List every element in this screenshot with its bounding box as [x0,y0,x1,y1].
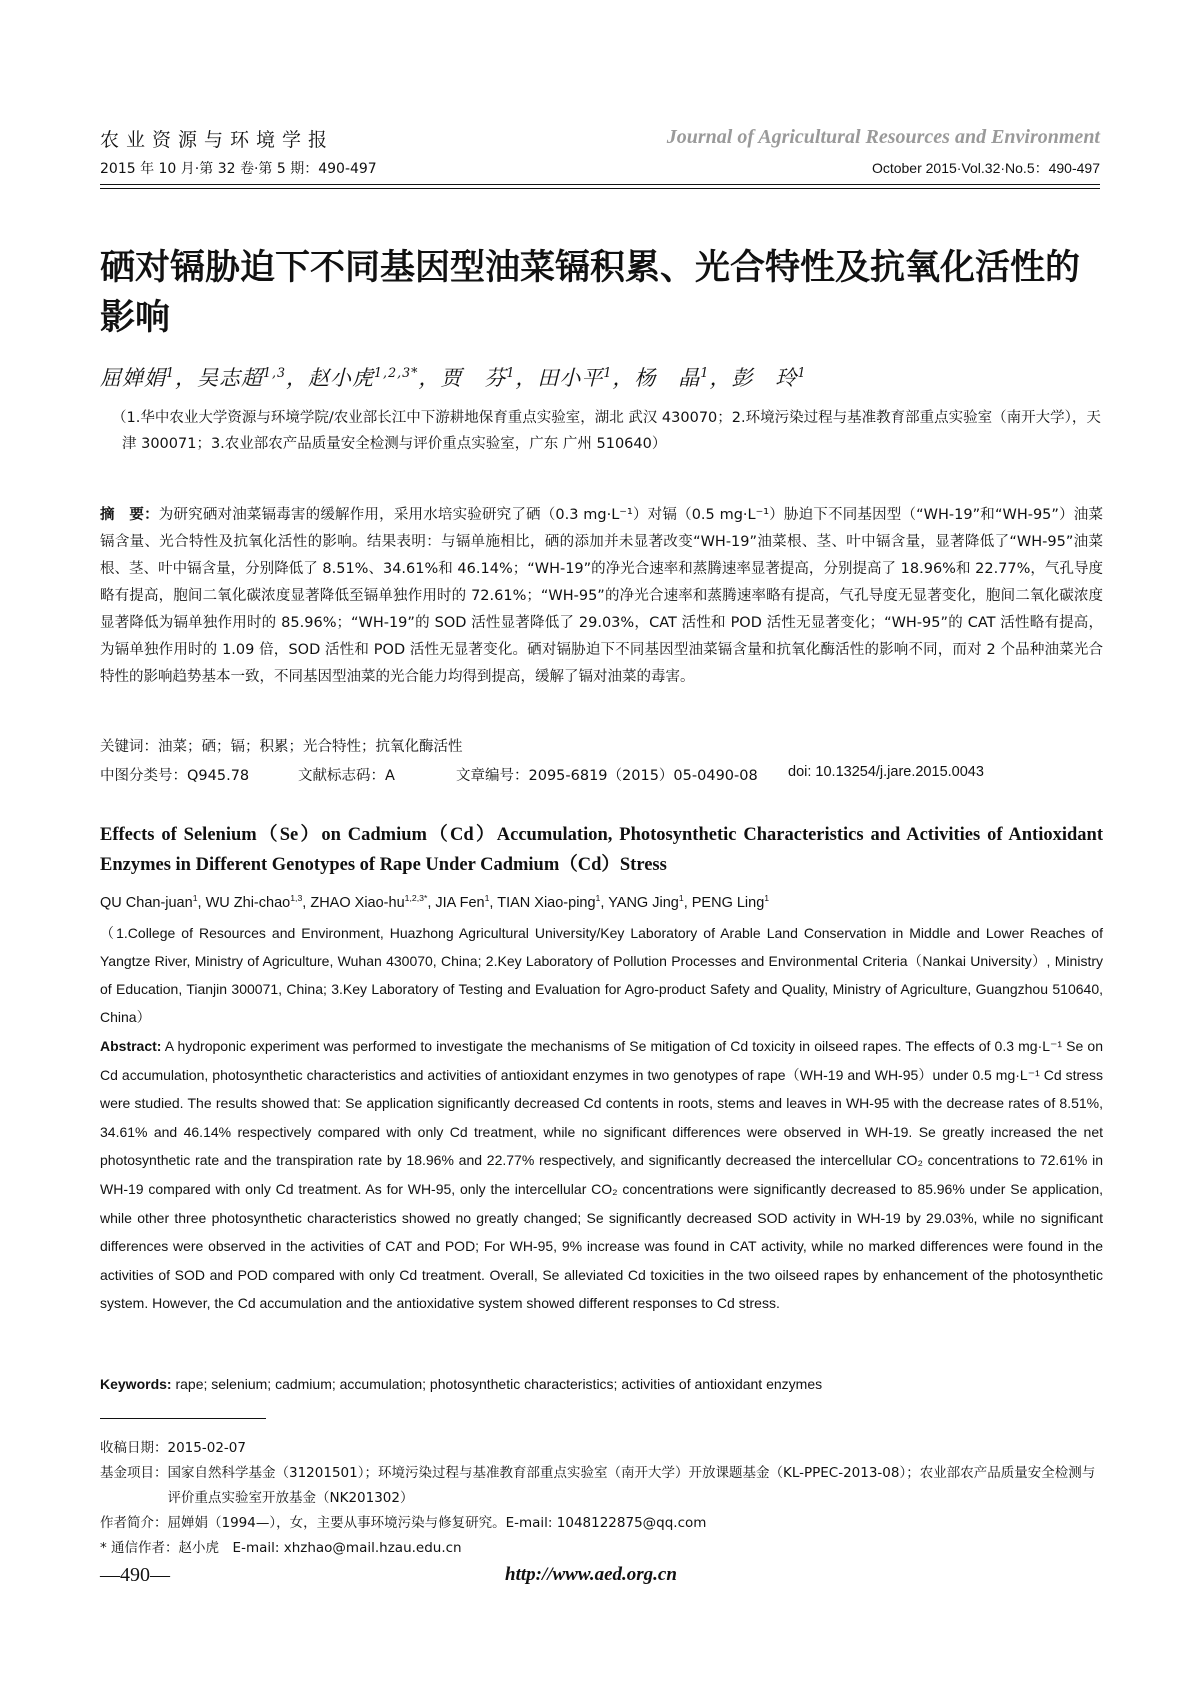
abstract-en-label: Abstract: [100,1038,162,1054]
document-code: 文献标志码：A [298,768,395,784]
footnote-corresponding [100,1536,1103,1561]
author: WU Zhi-chao$^{1,3}$ [205,893,303,911]
footnote-value: 赵小虎 E-mail: xhzhao@mail.hzau.edu.cn [178,1540,462,1556]
author: 贾 芬$^1$ [440,365,516,390]
author: 田小平$^1$ [537,365,613,390]
author: 吴志超$^{1,3}$ [197,365,287,390]
abstract-en-text: A hydroponic experiment was performed to investigate the mechanisms of Se mitigation of Cd toxicity in oilseed rapes. The effects of 0.3 mg·L⁻¹ Se on Cd accumulation, photosynthetic characteristics and activities of antioxidant enzymes in two genotypes of rape（WH-19 and WH-95）under 0.5 mg·L⁻¹ Cd stress were studied. The results showed that: Se application significantly decreased Cd contents in roots, stems and leaves in WH-95 with the decrease rates of 8.51%, 34.61% and 46.14% respectively compared with only Cd treatment, while no significant differences were observed in WH-19. Se greatly increased the net photosynthetic rate and the transpiration rate by 18.96% and 22.77% respectively, and significantly decreased the intercellular CO₂ concentrations to 72.61% in WH-19 compared with only Cd treatment. As for WH-95, only the intercellular CO₂ concentrations were significantly decreased to 85.96% under Se application, while other three photosynthetic characteristics showed no greatly changed; Se significantly decreased SOD activity in WH-19 by 29.03%, while no significant differences were observed in the activities of CAT and POD; For WH-95, 9% increase was found in CAT activity, while no marked differences were found in the activities of SOD and POD compared with only Cd treatment. Overall, Se alleviated Cd toxicities in the two oilseed rapes by enhancement of the photosynthetic system. However, the Cd accumulation and the antioxidative system showed different responses to Cd stress. [100,1038,1103,1312]
journal-url[interactable]: http://www.aed.org.cn [505,1564,677,1585]
footnote-key: 收稿日期： [100,1440,168,1456]
keywords-en-text: rape; selenium; cadmium; accumulation; photosynthetic characteristics; activities of antioxidant enzymes [171,1376,823,1392]
author: ZHAO Xiao-$hu^{1,2,3*}$ [310,893,428,911]
author: QU Chan-juan$^1$ [100,893,198,911]
footnote-value: 屈婵娟（1994—），女，主要从事环境污染与修复研究。E-mail: 1048122875@qq.com [167,1515,707,1531]
footnote-value: 国家自然科学基金（31201501）；环境污染过程与基准教育部重点实验室（南开大学）开放课题基金（KL-PPEC-2013-08）；农业部农产品质量安全检测与评价重点实验室开放基金（NK201302） [167,1465,1096,1506]
clc-number: 中图分类号：Q945.78 [100,768,250,784]
author: 杨 晶$^1$ [634,365,710,390]
footnote-funding [100,1461,1103,1511]
author: 彭 玲$^1$ [731,365,807,390]
footnotes [100,1436,1103,1561]
affiliations-cn: （1.华中农业大学资源与环境学院/农业部长江中下游耕地保育重点实验室，湖北 武汉 430070；2.环境污染过程与基准教育部重点实验室（南开大学），天津 300071；3.农业部农产品质量安全检测与评价重点实验室，广东 广州 510640） [112,410,1101,452]
issue-info-cn: 2015 年 10 月·第 32 卷·第 5 期：490-497 [100,161,377,177]
keywords-en-label: Keywords: [100,1376,172,1392]
author: JIA Fen$^1$ [435,893,490,911]
title-cn: 硒对镉胁迫下不同基因型油菜镉积累、光合特性及抗氧化活性的影响 [100,248,1081,338]
author: 屈婵娟$^1$ [100,365,176,390]
author: YANG Jing$^1$ [608,893,684,911]
header-rule-thick [100,184,1100,185]
affiliations-en: （1.College of Resources and Environment, Huazhong Agricultural University/Key Laboratory of Arable Land Conservation in Middle and Lower Reaches of Yangtze River, Ministry of Agriculture, Wuhan 430070, China; 2.Key Laboratory of Pollution Processes and Environmental Criteria（Nankai University）, Ministry of Education, Tianjin 300071, China; 3.Key Laboratory of Testing and Evaluation for Agro-product Safety and Quality, Ministry of Agriculture, Guangzhou 510640, China） [100,925,1103,1025]
journal-name-en: Journal of Agricultural Resources and Environment [666,126,1100,148]
author: 赵小虎$^{1,2,3*}$ [308,365,419,390]
page-number: —490— [100,1564,170,1586]
authors-en: QU Chan-juan$^1$, WU Zhi-chao$^{1,3}$, ZHAO Xiao-$hu^{1,2,3*}$, JIA Fen$^1$, TIAN Xiao-ping$^1$, YANG Jing$^1$, PENG Ling$^1$ [100,893,770,911]
footnote-received [100,1436,1103,1461]
footnote-key: 基金项目： [100,1465,168,1481]
issue-info-en: October 2015·Vol.32·No.5：490-497 [871,160,1100,176]
abstract-cn [100,502,1103,691]
header-rule-thin [100,188,1100,189]
doi: doi: 10.13254/j.jare.2015.0043 [788,764,984,780]
footnote-value: 2015-02-07 [167,1440,246,1456]
keywords-cn-label: 关键词： [100,739,158,755]
keywords-cn-text: 油菜；硒；镉；积累；光合特性；抗氧化酶活性 [158,739,463,755]
keywords-cn [100,735,463,756]
author: TIAN Xiao-ping$^1$ [497,893,601,911]
author: PENG Ling$^1$ [691,893,770,911]
article-number: 文章编号：2095-6819（2015）05-0490-08 [456,768,758,784]
title-en: Effects of Selenium（Se）on Cadmium（Cd）Accumulation, Photosynthetic Characteristics and Activities of Antioxidant Enzymes in Different Genotypes of Rape Under Cadmium（Cd）Stress [100,825,1103,875]
journal-name-cn: 农业资源与环境学报 [100,129,335,151]
footnote-key: 作者简介： [100,1515,168,1531]
abstract-cn-text: 为研究硒对油菜镉毒害的缓解作用，采用水培实验研究了硒（0.3 mg·L⁻¹）对镉（0.5 mg·L⁻¹）胁迫下不同基因型（“WH-19”和“WH-95”）油菜镉含量、光合特性及抗氧化活性的影响。结果表明：与镉单施相比，硒的添加并未显著改变“WH-19”油菜根、茎、叶中镉含量，显著降低了“WH-95”油菜根、茎、叶中镉含量，分别降低了 8.51%、34.61%和 46.14%；“WH-19”的净光合速率和蒸腾速率显著提高，分别提高了 18.96%和 22.77%，气孔导度略有提高，胞间二氧化碳浓度显著降低至镉单独作用时的 72.61%；“WH-95”的净光合速率和蒸腾速率略有提高，气孔导度无显著变化，胞间二氧化碳浓度显著降低为镉单独作用时的 85.96%；“WH-19”的 SOD 活性显著降低了 29.03%，CAT 活性和 POD 活性无显著变化；“WH-95”的 CAT 活性略有提高，为镉单独作用时的 1.09 倍，SOD 活性和 POD 活性无显著变化。硒对镉胁迫下不同基因型油菜镉含量和抗氧化酶活性的影响不同，而对 2 个品种油菜光合特性的影响趋势基本一致，不同基因型油菜的光合能力均得到提高，缓解了镉对油菜的毒害。 [100,507,1103,685]
abstract-en [100,1032,1103,1318]
footnote-author-bio [100,1511,1103,1536]
authors-cn: 屈婵娟$^1$，吴志超$^{1,3}$，赵小虎$^{1,2,3*}$，贾 芬$^1$，田小平$^1$，杨 晶$^1$，彭 玲$^1$ [100,365,807,390]
abstract-cn-label: 摘 要： [100,507,159,523]
footnote-key: * 通信作者： [100,1540,179,1556]
keywords-en [100,1376,822,1392]
footnote-rule [100,1418,266,1419]
